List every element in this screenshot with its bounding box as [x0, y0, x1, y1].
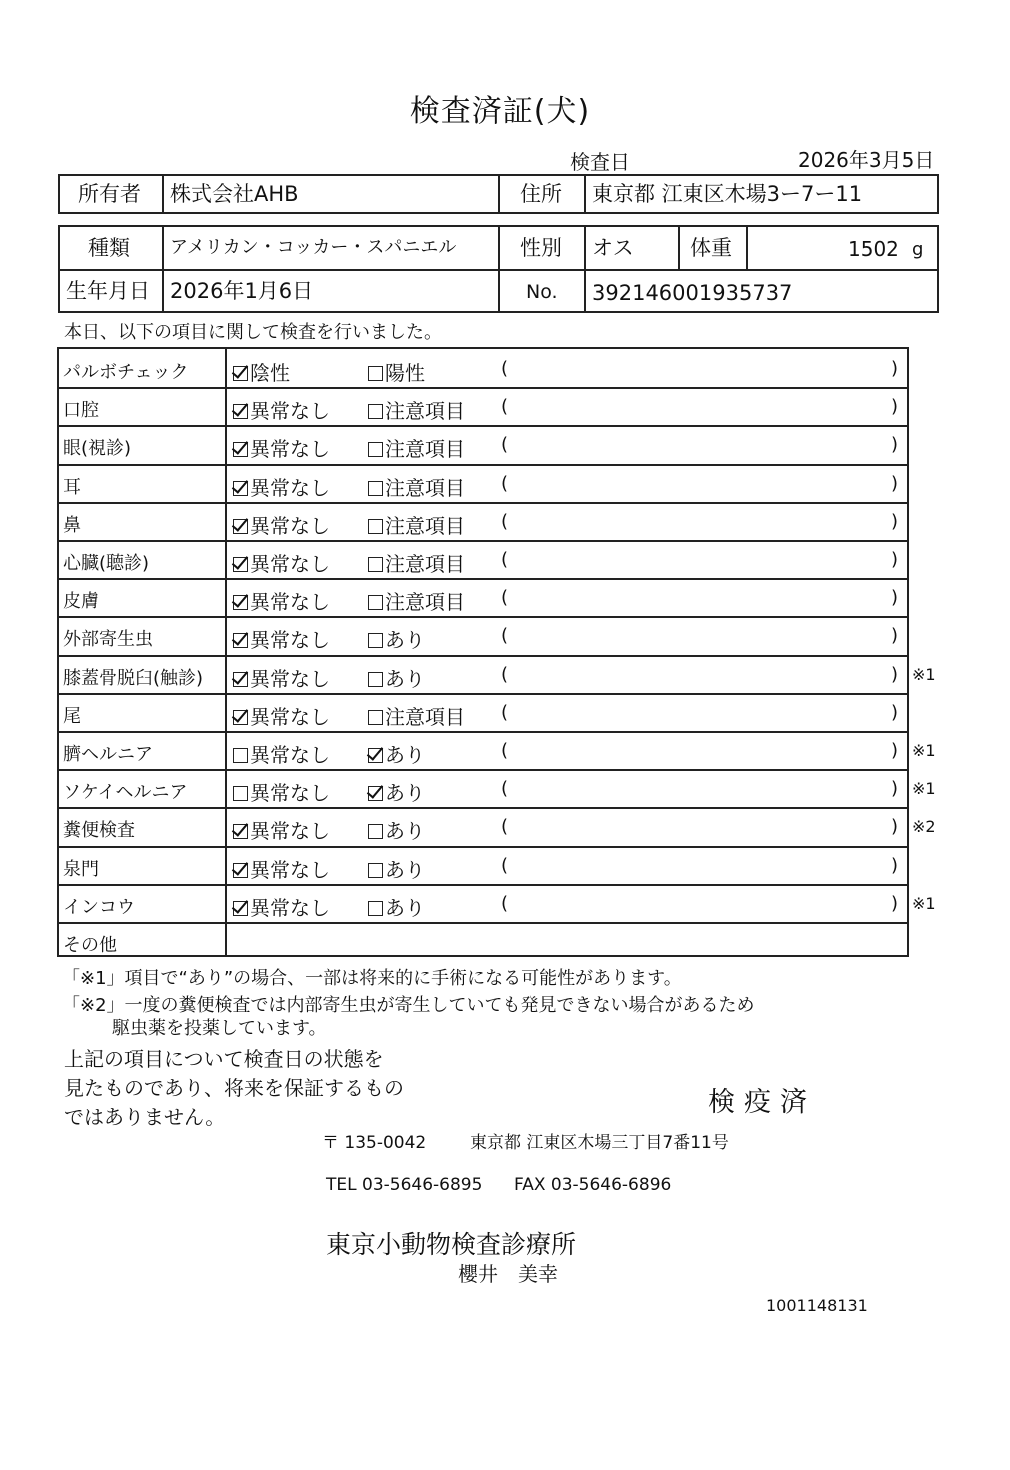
remark-close-paren: ) — [891, 854, 899, 876]
exam-date-label: 検査日 — [570, 150, 630, 174]
row-divider — [59, 464, 907, 466]
clinic-name: 東京小動物検査診療所 — [326, 1230, 577, 1259]
exam-item-label: 糞便検査 — [63, 820, 135, 842]
option-1 — [233, 701, 330, 730]
document-title: 検査済証(犬) — [409, 94, 591, 129]
option-1 — [233, 815, 330, 844]
option-1 — [233, 472, 330, 501]
footnote-mark: ※1 — [912, 893, 936, 913]
breed-label: 種類 — [88, 236, 130, 260]
exam-item-label: 鼻 — [63, 514, 81, 536]
footnote-mark: ※2 — [912, 817, 936, 837]
remark-close-paren: ) — [891, 625, 899, 647]
checkbox-icon — [368, 748, 383, 763]
option-1 — [233, 663, 330, 692]
option-2 — [368, 433, 465, 462]
note-2-line-1: 「※2」一度の糞便検査では内部寄生虫が寄生していても発見できない場合があるため — [62, 995, 755, 1016]
quarantine-stamp: 検疫済 — [708, 1087, 816, 1118]
exam-row — [59, 884, 907, 922]
option-2 — [368, 701, 465, 730]
remark-open-paren: ( — [501, 510, 509, 532]
no-label: No. — [526, 281, 558, 303]
birth-value: 2026年1月6日 — [170, 279, 314, 303]
option-1 — [233, 433, 330, 462]
exam-row — [59, 540, 907, 578]
address-value: 東京都 江東区木場3ー7ー11 — [592, 182, 863, 206]
exam-item-label: 心臓(聴診) — [63, 553, 150, 574]
row-divider — [59, 387, 907, 389]
option-1 — [233, 395, 330, 424]
exam-row — [59, 387, 907, 425]
checkbox-icon — [368, 366, 383, 381]
option-1-label: 異常なし — [250, 437, 330, 462]
option-1-label: 異常なし — [250, 857, 330, 882]
remark-close-paren: ) — [891, 816, 899, 838]
option-1-label: 異常なし — [250, 895, 330, 920]
option-1-label: 異常なし — [250, 781, 330, 806]
exam-item-label: インコウ — [63, 896, 135, 918]
option-1 — [233, 357, 290, 386]
option-1-label: 異常なし — [250, 590, 330, 615]
footnote-mark: ※1 — [912, 779, 936, 799]
option-1-label: 異常なし — [250, 513, 330, 538]
option-1 — [233, 624, 330, 653]
other-label: その他 — [63, 935, 117, 956]
option-2 — [368, 663, 425, 692]
remark-open-paren: ( — [501, 892, 509, 914]
footnote-mark: ※1 — [912, 741, 936, 760]
option-1 — [233, 854, 330, 883]
remark-open-paren: ( — [501, 472, 509, 494]
checkbox-icon — [233, 672, 248, 687]
exam-item-label: 眼(視診) — [63, 438, 132, 460]
option-1-label: 異常なし — [250, 475, 330, 500]
remark-close-paren: ) — [891, 587, 899, 609]
option-2 — [368, 892, 425, 921]
exam-item-label: 口腔 — [63, 400, 99, 422]
checkbox-icon — [233, 824, 248, 839]
checkbox-icon — [368, 633, 383, 648]
option-2-label: 注意項目 — [385, 475, 465, 500]
option-2-label: 注意項目 — [385, 513, 465, 538]
remark-close-paren: ) — [891, 434, 899, 456]
sex-value: オス — [592, 236, 634, 260]
option-2-label: あり — [385, 781, 425, 806]
option-2-label: 陽性 — [385, 361, 425, 385]
checkbox-icon — [233, 633, 248, 648]
exam-item-label: 皮膚 — [63, 591, 99, 613]
pet-box — [58, 225, 939, 313]
option-2 — [368, 586, 465, 615]
disclaimer-line-1: 上記の項目について検査日の状態を — [64, 1047, 384, 1071]
option-1 — [233, 777, 330, 806]
option-2 — [368, 854, 425, 883]
option-1-label: 異常なし — [250, 552, 330, 576]
checkbox-icon — [233, 595, 248, 610]
exam-row — [59, 502, 907, 540]
checkbox-icon — [368, 442, 383, 457]
remark-close-paren: ) — [891, 778, 899, 800]
option-1 — [233, 548, 330, 577]
option-2 — [368, 472, 465, 501]
exam-row — [59, 616, 907, 654]
remark-open-paren: ( — [501, 434, 509, 456]
checkbox-icon — [368, 710, 383, 725]
note-1: 「※1」項目で“あり”の場合、一部は将来的に手術になる可能性があります。 — [62, 968, 682, 989]
option-2 — [368, 624, 425, 653]
row-divider — [59, 884, 907, 886]
disclaimer-line-2: 見たものであり、将来を保証するもの — [64, 1076, 404, 1100]
exam-row — [59, 693, 907, 731]
exam-item-label: 臍ヘルニア — [63, 744, 153, 765]
sex-label: 性別 — [520, 236, 562, 260]
option-2 — [368, 548, 465, 577]
exam-row — [59, 731, 907, 769]
checkbox-icon — [368, 481, 383, 496]
weight-unit: g — [912, 239, 924, 260]
option-2 — [368, 739, 425, 768]
exam-row — [59, 769, 907, 807]
exam-item-label: 耳 — [63, 476, 81, 498]
document-number: 1001148131 — [766, 1296, 868, 1315]
column-divider — [225, 349, 227, 955]
remark-open-paren: ( — [501, 663, 509, 685]
clinic-tel: TEL 03-5646-6895 — [326, 1175, 483, 1195]
footnote-mark: ※1 — [912, 664, 936, 684]
option-1-label: 異常なし — [250, 704, 330, 729]
exam-row — [59, 807, 907, 845]
option-1-label: 異常なし — [250, 628, 330, 653]
option-2-label: あり — [385, 628, 425, 653]
option-2-label: あり — [385, 857, 425, 882]
birth-label: 生年月日 — [66, 279, 150, 303]
clinic-address: 東京都 江東区木場三丁目7番11号 — [470, 1133, 729, 1153]
row-divider — [59, 425, 907, 427]
checkbox-icon — [233, 404, 248, 419]
checkbox-icon — [233, 481, 248, 496]
exam-row — [59, 846, 907, 884]
exam-item-label: 外部寄生虫 — [63, 629, 153, 651]
remark-open-paren: ( — [501, 396, 509, 418]
option-2 — [368, 510, 465, 539]
row-divider — [59, 846, 907, 848]
option-2-label: 注意項目 — [385, 552, 465, 576]
option-1 — [233, 739, 330, 768]
remark-close-paren: ) — [891, 549, 899, 570]
option-1 — [233, 892, 330, 921]
remark-open-paren: ( — [501, 358, 509, 379]
checkbox-icon — [233, 786, 248, 801]
owner-box — [58, 174, 939, 214]
option-1 — [233, 586, 330, 615]
checkbox-icon — [233, 748, 248, 763]
option-2-label: あり — [385, 819, 425, 844]
checkbox-icon — [233, 863, 248, 878]
option-2-label: 注意項目 — [385, 437, 465, 462]
checkbox-icon — [233, 442, 248, 457]
vet-name: 櫻井 美幸 — [458, 1262, 558, 1286]
option-1-label: 陰性 — [250, 361, 290, 385]
option-1-label: 異常なし — [250, 666, 330, 691]
row-divider — [59, 807, 907, 809]
remark-close-paren: ) — [891, 510, 899, 532]
checkbox-icon — [368, 557, 383, 572]
remark-open-paren: ( — [501, 587, 509, 609]
option-2 — [368, 357, 425, 386]
remark-close-paren: ) — [891, 892, 899, 914]
exam-row — [59, 464, 907, 502]
checkbox-icon — [368, 786, 383, 801]
clinic-postal: 〒 135-0042 — [322, 1133, 427, 1153]
remark-open-paren: ( — [501, 549, 509, 570]
no-value: 392146001935737 — [592, 281, 793, 305]
weight-value: 1502 — [848, 237, 899, 261]
exam-table — [57, 347, 909, 957]
remark-open-paren: ( — [501, 701, 509, 723]
option-2-label: あり — [385, 895, 425, 920]
exam-item-label: 尾 — [63, 705, 81, 727]
remark-open-paren: ( — [501, 625, 509, 647]
row-divider — [59, 655, 907, 657]
option-2 — [368, 395, 465, 424]
remark-close-paren: ) — [891, 663, 899, 685]
address-label: 住所 — [520, 182, 562, 206]
weight-label: 体重 — [690, 236, 732, 260]
remark-close-paren: ) — [891, 358, 899, 379]
option-1-label: 異常なし — [250, 743, 330, 767]
exam-item-label: 泉門 — [63, 858, 99, 880]
checkbox-icon — [233, 901, 248, 916]
checkbox-icon — [368, 519, 383, 534]
exam-row — [59, 655, 907, 693]
remark-open-paren: ( — [501, 778, 509, 800]
note-2-line-2: 駆虫薬を投薬しています。 — [112, 1018, 327, 1039]
remark-open-paren: ( — [501, 740, 509, 761]
owner-label: 所有者 — [78, 182, 141, 206]
exam-row — [59, 349, 907, 387]
exam-row — [59, 425, 907, 463]
row-divider — [59, 922, 907, 924]
remark-close-paren: ) — [891, 396, 899, 418]
checkbox-icon — [233, 557, 248, 572]
checkbox-icon — [368, 672, 383, 687]
exam-date: 2026年3月5日 — [798, 148, 935, 172]
row-divider — [59, 502, 907, 504]
option-2-label: 注意項目 — [385, 590, 465, 615]
option-2-label: 注意項目 — [385, 704, 465, 729]
remark-open-paren: ( — [501, 854, 509, 876]
intro-text: 本日、以下の項目に関して検査を行いました。 — [64, 322, 442, 343]
clinic-fax: FAX 03-5646-6896 — [514, 1175, 672, 1195]
checkbox-icon — [368, 901, 383, 916]
option-1-label: 異常なし — [250, 819, 330, 844]
option-2-label: 注意項目 — [385, 399, 465, 424]
disclaimer — [64, 1045, 404, 1132]
row-divider — [59, 578, 907, 580]
checkbox-icon — [368, 863, 383, 878]
option-2 — [368, 777, 425, 806]
owner-value: 株式会社AHB — [170, 182, 299, 206]
remark-close-paren: ) — [891, 701, 899, 723]
option-2-label: あり — [385, 743, 425, 767]
remark-open-paren: ( — [501, 816, 509, 838]
remark-close-paren: ) — [891, 472, 899, 494]
checkbox-icon — [368, 404, 383, 419]
checkbox-icon — [233, 710, 248, 725]
option-2 — [368, 815, 425, 844]
checkbox-icon — [233, 519, 248, 534]
checkbox-icon — [368, 824, 383, 839]
row-divider — [59, 731, 907, 733]
option-1 — [233, 510, 330, 539]
row-divider — [59, 693, 907, 695]
exam-item-label: パルボチェック — [63, 362, 189, 383]
checkbox-icon — [368, 595, 383, 610]
row-divider — [59, 540, 907, 542]
remark-close-paren: ) — [891, 740, 899, 761]
breed-value: アメリカン・コッカー・スパニエル — [170, 237, 457, 258]
row-divider — [59, 616, 907, 618]
row-divider — [59, 769, 907, 771]
exam-item-label: ソケイヘルニア — [63, 782, 188, 804]
exam-item-label: 膝蓋骨脱臼(触診) — [63, 667, 204, 689]
exam-row — [59, 578, 907, 616]
disclaimer-line-3: ではありません。 — [64, 1105, 226, 1129]
option-1-label: 異常なし — [250, 399, 330, 424]
checkbox-icon — [233, 366, 248, 381]
option-2-label: あり — [385, 666, 425, 691]
